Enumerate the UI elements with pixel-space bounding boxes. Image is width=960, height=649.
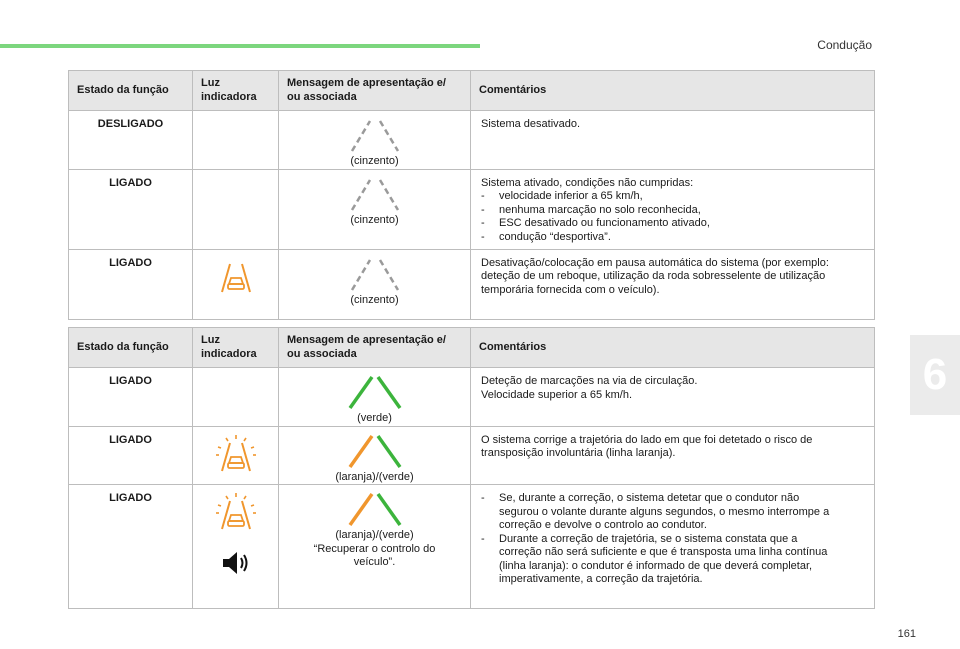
message-cell <box>279 111 471 170</box>
grey-lane-lines-icon <box>330 176 420 212</box>
grey-lane-lines-icon <box>330 256 420 292</box>
message-text: veículo”. <box>353 556 396 568</box>
column-header-lamp: Luz indicadora <box>193 71 279 111</box>
lamp-cell <box>193 169 279 249</box>
table-row <box>69 111 875 170</box>
comment-line: temporária fornecida com o veículo). <box>481 283 660 296</box>
column-header-comments: Comentários <box>471 71 875 111</box>
comment-line: transposição involuntária (linha laranja). <box>481 447 676 459</box>
lane-departure-warning-icon <box>214 491 258 531</box>
speaker-icon <box>220 549 252 577</box>
state-cell: LIGADO <box>69 368 193 427</box>
comments-cell <box>471 249 875 319</box>
orange-green-lane-lines-icon <box>330 491 420 527</box>
table-header-row <box>69 71 875 111</box>
state-cell: DESLIGADO <box>69 111 193 170</box>
lamp-cell <box>193 368 279 427</box>
message-cell <box>279 485 471 609</box>
lamp-cell <box>193 485 279 609</box>
comment-line: Deteção de marcações na via de circulação. <box>481 375 698 387</box>
comment-line: Sistema desativado. <box>481 118 581 130</box>
comment-line: O sistema corrige a trajetória do lado em que foi detetado o risco de <box>481 433 813 446</box>
bullet-item: - Se, durante a correção, o sistema detetar que o condutor não segurou o volante durante alguns segundos, o mesmo interrompe a correção e devolve o controlo ao condutor. <box>481 492 830 531</box>
orange-green-lane-lines-icon <box>330 433 420 469</box>
status-table-1 <box>68 70 875 320</box>
bullet-item: - nenhuma marcação no solo reconhecida, <box>481 203 701 216</box>
table-header-row <box>69 328 875 368</box>
column-header-state: Estado da função <box>69 71 193 111</box>
table-row <box>69 485 875 609</box>
grey-lane-lines-icon <box>330 117 420 153</box>
state-cell: LIGADO <box>69 485 193 609</box>
page-number: 161 <box>897 628 916 640</box>
lane-keep-car-icon <box>216 260 256 294</box>
column-header-lamp: Luz indicadora <box>193 328 279 368</box>
comments-cell <box>471 169 875 249</box>
bullet-item: - condução “desportiva”. <box>481 230 611 243</box>
lane-departure-warning-icon <box>214 433 258 473</box>
bullet-item: - velocidade inferior a 65 km/h, <box>481 190 643 202</box>
bullet-item: - Durante a correção de trajetória, se o sistema constata que a correção não será suficiente e que é transposta uma linha contínua (linha laranja): o condutor é informado de que deverá completar, imperativamente, a correção da trajetória. <box>481 532 828 585</box>
table-row <box>69 426 875 485</box>
lamp-cell <box>193 111 279 170</box>
bullet-item: - ESC desativado ou funcionamento ativado, <box>481 217 710 229</box>
status-table-2 <box>68 327 875 609</box>
color-caption: (cinzento) <box>350 293 399 306</box>
comment-line: Velocidade superior a 65 km/h. <box>481 388 633 401</box>
color-caption: (cinzento) <box>350 155 399 167</box>
header-accent-bar <box>0 44 480 48</box>
message-cell <box>279 169 471 249</box>
column-header-message: Mensagem de apresentação e/ ou associada <box>279 71 471 111</box>
column-header-message: Mensagem de apresentação e/ ou associada <box>279 328 471 368</box>
lamp-cell <box>193 426 279 485</box>
section-title: Condução <box>817 38 872 52</box>
comments-cell <box>471 426 875 485</box>
table-row <box>69 249 875 319</box>
table-row <box>69 368 875 427</box>
state-cell: LIGADO <box>69 426 193 485</box>
table-row <box>69 169 875 249</box>
state-cell: LIGADO <box>69 169 193 249</box>
message-cell <box>279 368 471 427</box>
state-cell: LIGADO <box>69 249 193 319</box>
comment-line: deteção de um reboque, utilização da roda sobresselente de utilização <box>481 270 826 282</box>
column-header-comments: Comentários <box>471 328 875 368</box>
comment-line: Sistema ativado, condições não cumpridas: <box>481 176 694 189</box>
lamp-cell <box>193 249 279 319</box>
chapter-tab: 6 <box>910 335 960 415</box>
message-cell <box>279 249 471 319</box>
comment-line: Desativação/colocação em pausa automática do sistema (por exemplo: <box>481 256 829 269</box>
column-header-state: Estado da função <box>69 328 193 368</box>
green-lane-lines-icon <box>330 374 420 410</box>
color-caption: (cinzento) <box>350 213 399 226</box>
color-caption: (laranja)/(verde) <box>335 529 414 541</box>
message-cell <box>279 426 471 485</box>
color-caption: (verde) <box>357 412 392 424</box>
comments-cell <box>471 111 875 170</box>
comments-cell <box>471 485 875 609</box>
color-caption: (laranja)/(verde) <box>335 470 414 483</box>
message-text: “Recuperar o controlo do <box>313 542 436 555</box>
comments-cell <box>471 368 875 427</box>
